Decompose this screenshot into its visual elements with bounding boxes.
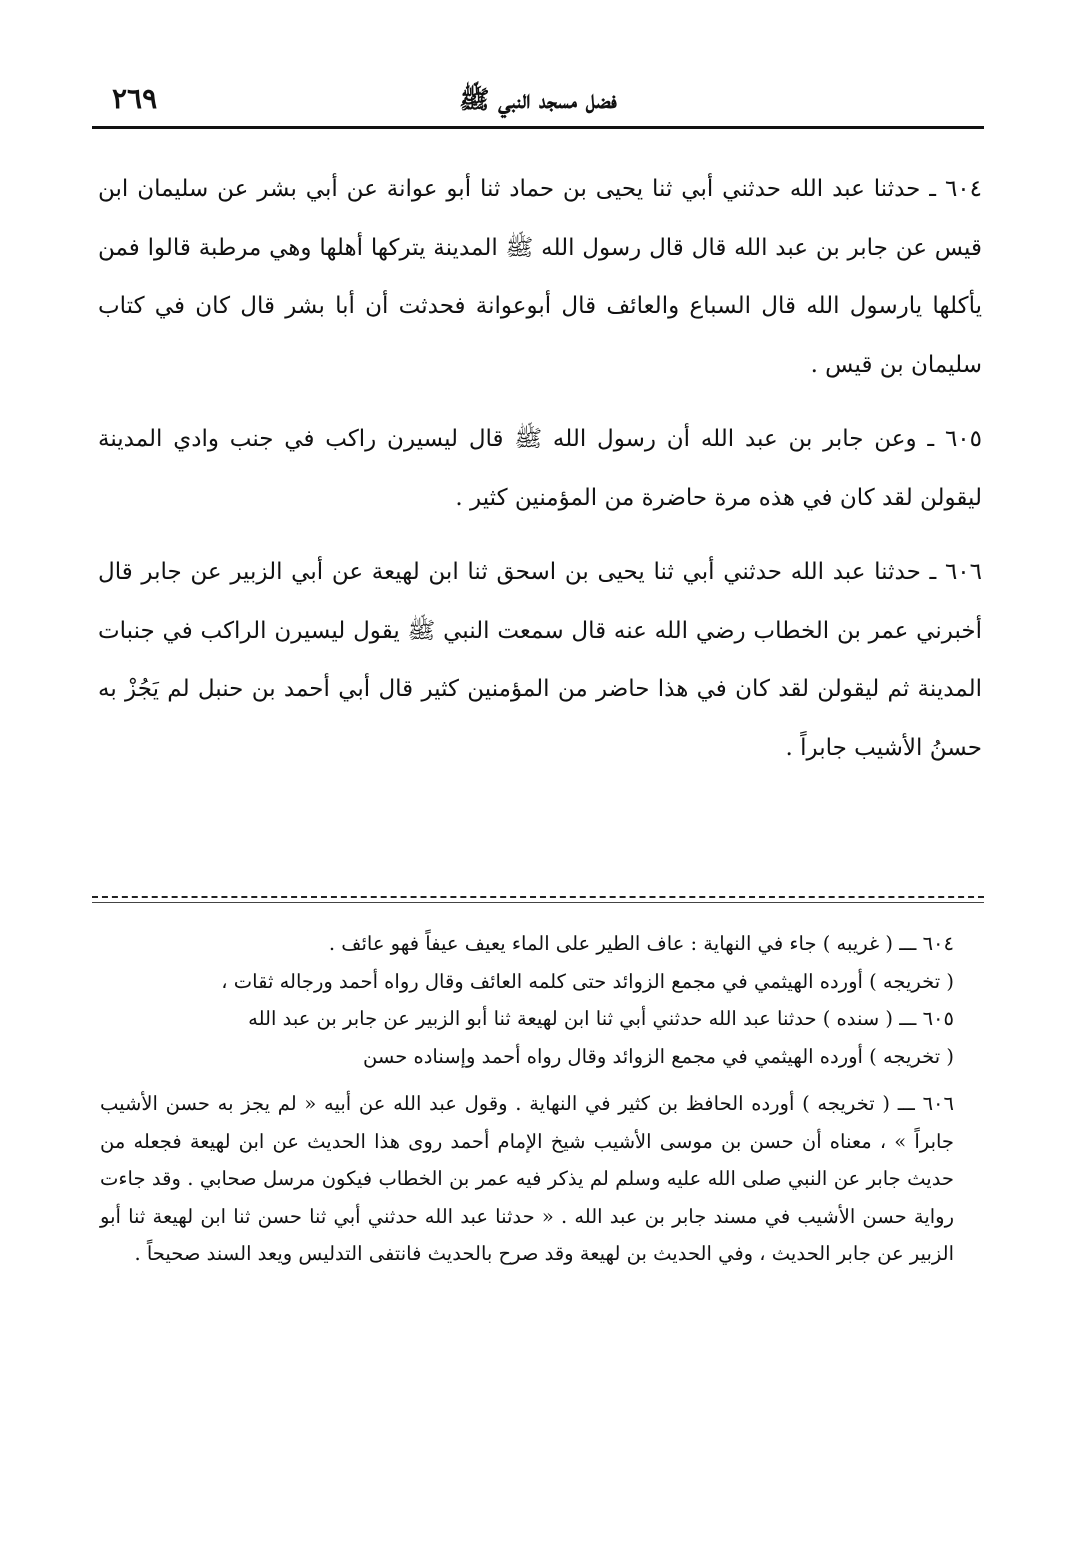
header-rule	[92, 126, 984, 129]
page-header	[92, 78, 984, 128]
running-title: فضل مسجد النبي ﷺ	[459, 85, 617, 114]
page-number: ٢٦٩	[112, 82, 158, 115]
footnote-606-takhrij: ٦٠٦ ـــ ( تخريجه ) أورده الحافظ بن كثير في النهاية . وقول عبد الله عن أبيه « لم يجز به حسن الأشيب جابراً » ، معناه أن حسن بن موسى الأشيب شيخ الإمام أحمد روى هذا الحديث عن ابن لهيعة فجعله من حديث جابر عن النبي صلى الله عليه وسلم لم يذكر فيه عمر بن الخطاب فيكون مرسل صحابي . وقد جاءت رواية حسن الأشيب في مسند جابر بن عبد الله . « حدثنا عبد الله حدثني أبي ثنا حسن ثنا ابن لهيعة ثنا أبو الزبير عن جابر الحديث ، وفي الحديث بن لهيعة وقد صرح بالحديث فانتفى التدليس ويعد السند صحيحاً .	[100, 1092, 954, 1265]
hadith-604: ٦٠٤ ـ حدثنا عبد الله حدثني أبي ثنا يحيى بن حماد ثنا أبو عوانة عن أبي بشر عن سليمان ابن قيس عن جابر بن عبد الله قال قال رسول الله ﷺ المدينة يتركها أهلها وهي مرطبة قالوا فمن يأكلها يارسول الله قال السباع والعائف قال أبوعوانة فحدثت أن أبا بشر قال كان في كتاب سليمان بن قيس .	[98, 176, 982, 378]
footnote-604-gharib: ٦٠٤ ـــ ( غريبه ) جاء في النهاية : عاف الطير على الماء يعيف عيفاً فهو عائف .	[328, 932, 954, 955]
hadith-606: ٦٠٦ ـ حدثنا عبد الله حدثني أبي ثنا يحيى بن اسحق ثنا ابن لهيعة عن أبي الزبير عن جابر قال أخبرني عمر بن الخطاب رضي الله عنه قال سمعت النبي ﷺ يقول ليسيرن الراكب في جنبات المدينة ثم ليقولن لقد كان في هذا حاضر من المؤمنين كثير قال أبي أحمد بن حنبل لم يَجُزْ به حسنُ الأشيب جابراً .	[98, 559, 982, 761]
footnote-604-takhrij: ( تخريجه ) أورده الهيثمي في مجمع الزوائد حتى كلمه العائف وقال رواه أحمد ورجاله ثقات ،	[221, 969, 954, 993]
main-text	[98, 160, 982, 793]
footnote-605-sanad: ٦٠٥ ـــ ( سنده ) حدثنا عبد الله حدثني أبي ثنا ابن لهيعة ثنا أبو الزبير عن جابر بن عبد الله	[248, 1007, 954, 1030]
footnote-605-takhrij: ( تخريجه ) أورده الهيثمي في مجمع الزوائد وقال رواه أحمد وإسناده حسن	[363, 1044, 954, 1068]
footnote-separator-line	[92, 902, 984, 903]
footnote-separator	[92, 896, 984, 898]
footnotes	[100, 925, 982, 1273]
hadith-605: ٦٠٥ ـ وعن جابر بن عبد الله أن رسول الله ﷺ قال ليسيرن راكب في جنب وادي المدينة ليقولن لقد كان في هذه مرة حاضرة من المؤمنين كثير .	[98, 426, 982, 511]
